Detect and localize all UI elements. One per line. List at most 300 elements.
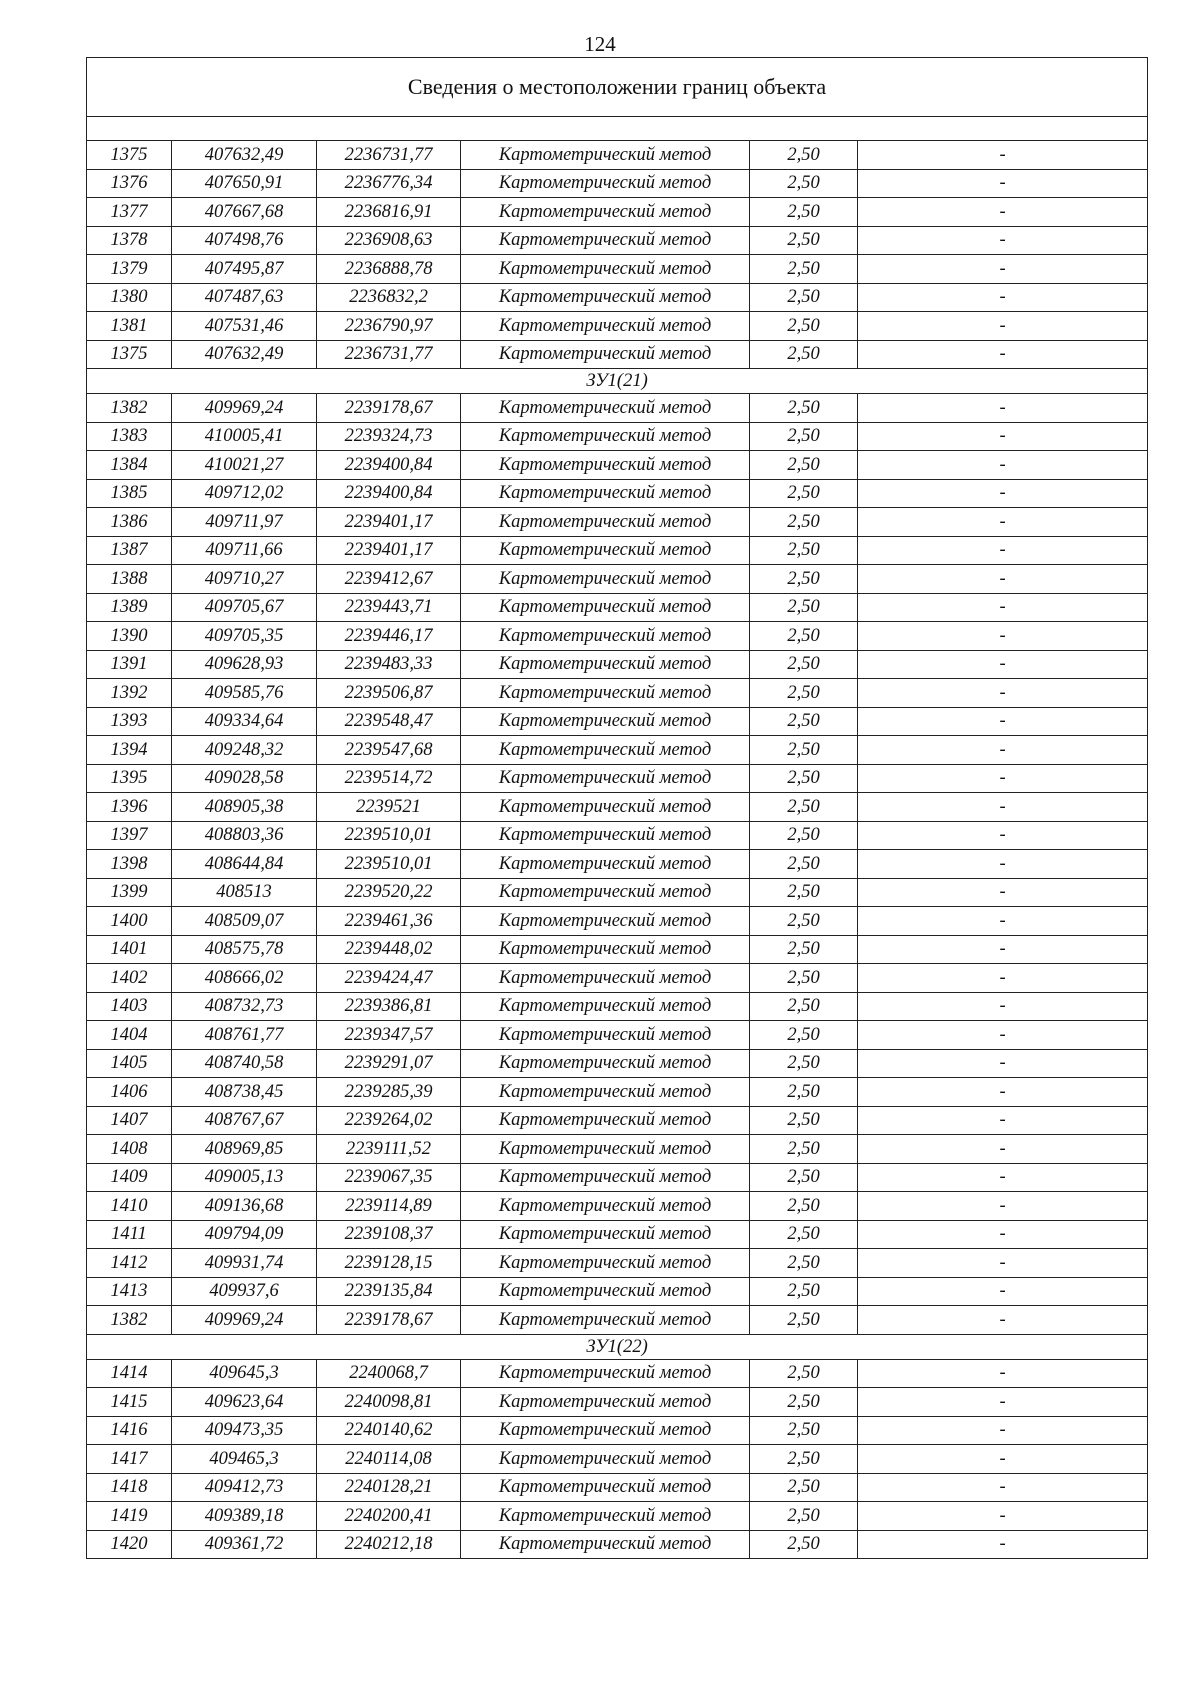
- method-cell: Картометрический метод: [461, 650, 750, 679]
- accuracy-cell: 2,50: [750, 1359, 858, 1388]
- table-title: Сведения о местоположении границ объекта: [87, 58, 1148, 117]
- description-cell: -: [858, 935, 1148, 964]
- method-cell: Картометрический метод: [461, 1416, 750, 1445]
- accuracy-cell: 2,50: [750, 593, 858, 622]
- table-row: [87, 1502, 1148, 1531]
- table-row: [87, 451, 1148, 480]
- y-coordinate-cell: 2236731,77: [317, 340, 461, 369]
- method-cell: Картометрический метод: [461, 1135, 750, 1164]
- method-cell: Картометрический метод: [461, 1192, 750, 1221]
- description-cell: -: [858, 707, 1148, 736]
- table-row: [87, 593, 1148, 622]
- point-number-cell: 1411: [87, 1220, 172, 1249]
- table-row: [87, 1445, 1148, 1474]
- point-number-cell: 1388: [87, 565, 172, 594]
- method-cell: Картометрический метод: [461, 878, 750, 907]
- x-coordinate-cell: 409937,6: [172, 1277, 317, 1306]
- table-row: [87, 479, 1148, 508]
- y-coordinate-cell: 2239386,81: [317, 992, 461, 1021]
- x-coordinate-cell: 409711,66: [172, 536, 317, 565]
- method-cell: Картометрический метод: [461, 565, 750, 594]
- method-cell: Картометрический метод: [461, 283, 750, 312]
- description-cell: -: [858, 1078, 1148, 1107]
- x-coordinate-cell: 409645,3: [172, 1359, 317, 1388]
- accuracy-cell: 2,50: [750, 1192, 858, 1221]
- y-coordinate-cell: 2236888,78: [317, 255, 461, 284]
- table-row: [87, 1106, 1148, 1135]
- table-row: [87, 1021, 1148, 1050]
- method-cell: Картометрический метод: [461, 992, 750, 1021]
- description-cell: -: [858, 451, 1148, 480]
- y-coordinate-cell: 2239510,01: [317, 850, 461, 879]
- accuracy-cell: 2,50: [750, 1502, 858, 1531]
- description-cell: -: [858, 479, 1148, 508]
- table-row: [87, 650, 1148, 679]
- y-coordinate-cell: 2239400,84: [317, 479, 461, 508]
- method-cell: Картометрический метод: [461, 422, 750, 451]
- point-number-cell: 1393: [87, 707, 172, 736]
- method-cell: Картометрический метод: [461, 1445, 750, 1474]
- table-row: [87, 1078, 1148, 1107]
- section-heading-row: [87, 1334, 1148, 1359]
- boundary-coordinates-table: [86, 57, 1148, 1559]
- accuracy-cell: 2,50: [750, 1530, 858, 1559]
- method-cell: Картометрический метод: [461, 1106, 750, 1135]
- x-coordinate-cell: 408738,45: [172, 1078, 317, 1107]
- y-coordinate-cell: 2239401,17: [317, 508, 461, 537]
- x-coordinate-cell: 409711,97: [172, 508, 317, 537]
- x-coordinate-cell: 409334,64: [172, 707, 317, 736]
- description-cell: -: [858, 1416, 1148, 1445]
- table-row: [87, 536, 1148, 565]
- description-cell: -: [858, 1049, 1148, 1078]
- table-body: [87, 58, 1148, 1559]
- x-coordinate-cell: 407650,91: [172, 169, 317, 198]
- point-number-cell: 1397: [87, 821, 172, 850]
- method-cell: Картометрический метод: [461, 226, 750, 255]
- x-coordinate-cell: 408767,67: [172, 1106, 317, 1135]
- accuracy-cell: 2,50: [750, 479, 858, 508]
- y-coordinate-cell: 2239108,37: [317, 1220, 461, 1249]
- y-coordinate-cell: 2239285,39: [317, 1078, 461, 1107]
- point-number-cell: 1415: [87, 1388, 172, 1417]
- x-coordinate-cell: 409705,35: [172, 622, 317, 651]
- method-cell: Картометрический метод: [461, 169, 750, 198]
- accuracy-cell: 2,50: [750, 878, 858, 907]
- description-cell: -: [858, 793, 1148, 822]
- accuracy-cell: 2,50: [750, 992, 858, 1021]
- method-cell: Картометрический метод: [461, 821, 750, 850]
- point-number-cell: 1399: [87, 878, 172, 907]
- x-coordinate-cell: 410005,41: [172, 422, 317, 451]
- point-number-cell: 1405: [87, 1049, 172, 1078]
- table-row: [87, 340, 1148, 369]
- table-row: [87, 1135, 1148, 1164]
- point-number-cell: 1398: [87, 850, 172, 879]
- y-coordinate-cell: 2239448,02: [317, 935, 461, 964]
- point-number-cell: 1410: [87, 1192, 172, 1221]
- table-row: [87, 198, 1148, 227]
- table-row: [87, 878, 1148, 907]
- y-coordinate-cell: 2239548,47: [317, 707, 461, 736]
- table-row: [87, 1049, 1148, 1078]
- x-coordinate-cell: 408803,36: [172, 821, 317, 850]
- description-cell: -: [858, 198, 1148, 227]
- table-row: [87, 1388, 1148, 1417]
- accuracy-cell: 2,50: [750, 1277, 858, 1306]
- description-cell: -: [858, 679, 1148, 708]
- description-cell: -: [858, 422, 1148, 451]
- point-number-cell: 1407: [87, 1106, 172, 1135]
- point-number-cell: 1394: [87, 736, 172, 765]
- method-cell: Картометрический метод: [461, 1277, 750, 1306]
- x-coordinate-cell: 407667,68: [172, 198, 317, 227]
- y-coordinate-cell: 2239547,68: [317, 736, 461, 765]
- table-row: [87, 255, 1148, 284]
- point-number-cell: 1377: [87, 198, 172, 227]
- point-number-cell: 1404: [87, 1021, 172, 1050]
- method-cell: Картометрический метод: [461, 340, 750, 369]
- accuracy-cell: 2,50: [750, 935, 858, 964]
- x-coordinate-cell: 409794,09: [172, 1220, 317, 1249]
- x-coordinate-cell: 409005,13: [172, 1163, 317, 1192]
- point-number-cell: 1420: [87, 1530, 172, 1559]
- point-number-cell: 1386: [87, 508, 172, 537]
- table-row: [87, 283, 1148, 312]
- x-coordinate-cell: 409710,27: [172, 565, 317, 594]
- y-coordinate-cell: 2239514,72: [317, 764, 461, 793]
- description-cell: -: [858, 169, 1148, 198]
- accuracy-cell: 2,50: [750, 1049, 858, 1078]
- accuracy-cell: 2,50: [750, 907, 858, 936]
- table-row: [87, 793, 1148, 822]
- method-cell: Картометрический метод: [461, 312, 750, 341]
- y-coordinate-cell: 2236816,91: [317, 198, 461, 227]
- method-cell: Картометрический метод: [461, 1021, 750, 1050]
- x-coordinate-cell: 409931,74: [172, 1249, 317, 1278]
- method-cell: Картометрический метод: [461, 907, 750, 936]
- point-number-cell: 1413: [87, 1277, 172, 1306]
- x-coordinate-cell: 409361,72: [172, 1530, 317, 1559]
- x-coordinate-cell: 407498,76: [172, 226, 317, 255]
- y-coordinate-cell: 2240128,21: [317, 1473, 461, 1502]
- method-cell: Картометрический метод: [461, 1049, 750, 1078]
- x-coordinate-cell: 408666,02: [172, 964, 317, 993]
- method-cell: Картометрический метод: [461, 935, 750, 964]
- point-number-cell: 1382: [87, 394, 172, 423]
- description-cell: -: [858, 650, 1148, 679]
- accuracy-cell: 2,50: [750, 1473, 858, 1502]
- description-cell: -: [858, 1135, 1148, 1164]
- accuracy-cell: 2,50: [750, 312, 858, 341]
- point-number-cell: 1375: [87, 340, 172, 369]
- y-coordinate-cell: 2239264,02: [317, 1106, 461, 1135]
- x-coordinate-cell: 408761,77: [172, 1021, 317, 1050]
- accuracy-cell: 2,50: [750, 255, 858, 284]
- method-cell: Картометрический метод: [461, 679, 750, 708]
- point-number-cell: 1406: [87, 1078, 172, 1107]
- accuracy-cell: 2,50: [750, 821, 858, 850]
- point-number-cell: 1376: [87, 169, 172, 198]
- y-coordinate-cell: 2239521: [317, 793, 461, 822]
- x-coordinate-cell: 407531,46: [172, 312, 317, 341]
- description-cell: -: [858, 312, 1148, 341]
- accuracy-cell: 2,50: [750, 508, 858, 537]
- y-coordinate-cell: 2236776,34: [317, 169, 461, 198]
- point-number-cell: 1375: [87, 141, 172, 170]
- y-coordinate-cell: 2239111,52: [317, 1135, 461, 1164]
- method-cell: Картометрический метод: [461, 1530, 750, 1559]
- description-cell: -: [858, 850, 1148, 879]
- section-heading: ЗУ1(22): [87, 1334, 1148, 1359]
- method-cell: Картометрический метод: [461, 536, 750, 565]
- table-row: [87, 565, 1148, 594]
- accuracy-cell: 2,50: [750, 1135, 858, 1164]
- y-coordinate-cell: 2239067,35: [317, 1163, 461, 1192]
- y-coordinate-cell: 2240068,7: [317, 1359, 461, 1388]
- x-coordinate-cell: 408509,07: [172, 907, 317, 936]
- point-number-cell: 1400: [87, 907, 172, 936]
- accuracy-cell: 2,50: [750, 536, 858, 565]
- point-number-cell: 1417: [87, 1445, 172, 1474]
- point-number-cell: 1389: [87, 593, 172, 622]
- accuracy-cell: 2,50: [750, 1416, 858, 1445]
- y-coordinate-cell: 2239135,84: [317, 1277, 461, 1306]
- method-cell: Картометрический метод: [461, 707, 750, 736]
- accuracy-cell: 2,50: [750, 650, 858, 679]
- method-cell: Картометрический метод: [461, 764, 750, 793]
- description-cell: -: [858, 340, 1148, 369]
- method-cell: Картометрический метод: [461, 850, 750, 879]
- y-coordinate-cell: 2239424,47: [317, 964, 461, 993]
- method-cell: Картометрический метод: [461, 593, 750, 622]
- accuracy-cell: 2,50: [750, 679, 858, 708]
- y-coordinate-cell: 2239412,67: [317, 565, 461, 594]
- description-cell: -: [858, 1021, 1148, 1050]
- table-row: [87, 1192, 1148, 1221]
- section-heading: ЗУ1(21): [87, 369, 1148, 394]
- x-coordinate-cell: 409465,3: [172, 1445, 317, 1474]
- description-cell: -: [858, 1388, 1148, 1417]
- method-cell: Картометрический метод: [461, 793, 750, 822]
- x-coordinate-cell: 409705,67: [172, 593, 317, 622]
- table-row: [87, 1359, 1148, 1388]
- x-coordinate-cell: 408969,85: [172, 1135, 317, 1164]
- x-coordinate-cell: 407632,49: [172, 141, 317, 170]
- method-cell: Картометрический метод: [461, 1473, 750, 1502]
- accuracy-cell: 2,50: [750, 1249, 858, 1278]
- method-cell: Картометрический метод: [461, 198, 750, 227]
- description-cell: -: [858, 394, 1148, 423]
- x-coordinate-cell: 407632,49: [172, 340, 317, 369]
- point-number-cell: 1382: [87, 1306, 172, 1335]
- method-cell: Картометрический метод: [461, 1220, 750, 1249]
- point-number-cell: 1418: [87, 1473, 172, 1502]
- accuracy-cell: 2,50: [750, 1220, 858, 1249]
- y-coordinate-cell: 2240212,18: [317, 1530, 461, 1559]
- x-coordinate-cell: 409136,68: [172, 1192, 317, 1221]
- method-cell: Картометрический метод: [461, 508, 750, 537]
- y-coordinate-cell: 2239347,57: [317, 1021, 461, 1050]
- point-number-cell: 1392: [87, 679, 172, 708]
- point-number-cell: 1390: [87, 622, 172, 651]
- table-row: [87, 1220, 1148, 1249]
- accuracy-cell: 2,50: [750, 764, 858, 793]
- y-coordinate-cell: 2236731,77: [317, 141, 461, 170]
- y-coordinate-cell: 2240140,62: [317, 1416, 461, 1445]
- description-cell: -: [858, 1359, 1148, 1388]
- table-row: [87, 312, 1148, 341]
- y-coordinate-cell: 2239443,71: [317, 593, 461, 622]
- table-row: [87, 992, 1148, 1021]
- method-cell: Картометрический метод: [461, 1388, 750, 1417]
- point-number-cell: 1396: [87, 793, 172, 822]
- description-cell: -: [858, 1530, 1148, 1559]
- x-coordinate-cell: 410021,27: [172, 451, 317, 480]
- accuracy-cell: 2,50: [750, 451, 858, 480]
- y-coordinate-cell: 2239483,33: [317, 650, 461, 679]
- point-number-cell: 1384: [87, 451, 172, 480]
- x-coordinate-cell: 408644,84: [172, 850, 317, 879]
- description-cell: -: [858, 907, 1148, 936]
- y-coordinate-cell: 2239324,73: [317, 422, 461, 451]
- description-cell: -: [858, 508, 1148, 537]
- accuracy-cell: 2,50: [750, 707, 858, 736]
- y-coordinate-cell: 2239291,07: [317, 1049, 461, 1078]
- table-spacer-cell: [87, 117, 1148, 141]
- point-number-cell: 1379: [87, 255, 172, 284]
- accuracy-cell: 2,50: [750, 422, 858, 451]
- x-coordinate-cell: 409969,24: [172, 394, 317, 423]
- x-coordinate-cell: 407495,87: [172, 255, 317, 284]
- description-cell: -: [858, 283, 1148, 312]
- table-row: [87, 764, 1148, 793]
- point-number-cell: 1419: [87, 1502, 172, 1531]
- y-coordinate-cell: 2236908,63: [317, 226, 461, 255]
- description-cell: -: [858, 536, 1148, 565]
- accuracy-cell: 2,50: [750, 1163, 858, 1192]
- x-coordinate-cell: 407487,63: [172, 283, 317, 312]
- x-coordinate-cell: 408732,73: [172, 992, 317, 1021]
- method-cell: Картометрический метод: [461, 394, 750, 423]
- x-coordinate-cell: 409412,73: [172, 1473, 317, 1502]
- accuracy-cell: 2,50: [750, 565, 858, 594]
- description-cell: -: [858, 1192, 1148, 1221]
- y-coordinate-cell: 2240200,41: [317, 1502, 461, 1531]
- accuracy-cell: 2,50: [750, 198, 858, 227]
- description-cell: -: [858, 764, 1148, 793]
- table-row: [87, 907, 1148, 936]
- table-spacer-row: [87, 117, 1148, 141]
- method-cell: Картометрический метод: [461, 964, 750, 993]
- description-cell: -: [858, 226, 1148, 255]
- description-cell: -: [858, 1445, 1148, 1474]
- table-row: [87, 508, 1148, 537]
- y-coordinate-cell: 2236790,97: [317, 312, 461, 341]
- accuracy-cell: 2,50: [750, 169, 858, 198]
- y-coordinate-cell: 2240098,81: [317, 1388, 461, 1417]
- table-row: [87, 226, 1148, 255]
- y-coordinate-cell: 2239461,36: [317, 907, 461, 936]
- x-coordinate-cell: 409623,64: [172, 1388, 317, 1417]
- section-heading-row: [87, 369, 1148, 394]
- method-cell: Картометрический метод: [461, 1502, 750, 1531]
- table-row: [87, 622, 1148, 651]
- description-cell: -: [858, 255, 1148, 284]
- table-row: [87, 141, 1148, 170]
- table-row: [87, 422, 1148, 451]
- accuracy-cell: 2,50: [750, 1445, 858, 1474]
- table-row: [87, 821, 1148, 850]
- x-coordinate-cell: 409389,18: [172, 1502, 317, 1531]
- y-coordinate-cell: 2239128,15: [317, 1249, 461, 1278]
- point-number-cell: 1383: [87, 422, 172, 451]
- x-coordinate-cell: 409712,02: [172, 479, 317, 508]
- table-row: [87, 1249, 1148, 1278]
- description-cell: -: [858, 1106, 1148, 1135]
- y-coordinate-cell: 2240114,08: [317, 1445, 461, 1474]
- x-coordinate-cell: 409473,35: [172, 1416, 317, 1445]
- x-coordinate-cell: 408513: [172, 878, 317, 907]
- y-coordinate-cell: 2239510,01: [317, 821, 461, 850]
- method-cell: Картометрический метод: [461, 622, 750, 651]
- accuracy-cell: 2,50: [750, 394, 858, 423]
- y-coordinate-cell: 2236832,2: [317, 283, 461, 312]
- method-cell: Картометрический метод: [461, 736, 750, 765]
- table-row: [87, 736, 1148, 765]
- x-coordinate-cell: 408575,78: [172, 935, 317, 964]
- description-cell: -: [858, 1306, 1148, 1335]
- x-coordinate-cell: 409628,93: [172, 650, 317, 679]
- method-cell: Картометрический метод: [461, 451, 750, 480]
- table-row: [87, 679, 1148, 708]
- table-row: [87, 1306, 1148, 1335]
- accuracy-cell: 2,50: [750, 736, 858, 765]
- x-coordinate-cell: 408905,38: [172, 793, 317, 822]
- x-coordinate-cell: 409028,58: [172, 764, 317, 793]
- point-number-cell: 1412: [87, 1249, 172, 1278]
- table-row: [87, 850, 1148, 879]
- x-coordinate-cell: 409585,76: [172, 679, 317, 708]
- table-row: [87, 169, 1148, 198]
- y-coordinate-cell: 2239446,17: [317, 622, 461, 651]
- table-row: [87, 964, 1148, 993]
- table-row: [87, 1277, 1148, 1306]
- point-number-cell: 1380: [87, 283, 172, 312]
- point-number-cell: 1416: [87, 1416, 172, 1445]
- method-cell: Картометрический метод: [461, 255, 750, 284]
- description-cell: -: [858, 593, 1148, 622]
- description-cell: -: [858, 1163, 1148, 1192]
- y-coordinate-cell: 2239114,89: [317, 1192, 461, 1221]
- description-cell: -: [858, 1220, 1148, 1249]
- description-cell: -: [858, 141, 1148, 170]
- accuracy-cell: 2,50: [750, 283, 858, 312]
- point-number-cell: 1391: [87, 650, 172, 679]
- method-cell: Картометрический метод: [461, 479, 750, 508]
- table-row: [87, 1473, 1148, 1502]
- description-cell: -: [858, 1502, 1148, 1531]
- description-cell: -: [858, 964, 1148, 993]
- accuracy-cell: 2,50: [750, 1078, 858, 1107]
- point-number-cell: 1395: [87, 764, 172, 793]
- method-cell: Картометрический метод: [461, 141, 750, 170]
- y-coordinate-cell: 2239178,67: [317, 394, 461, 423]
- table-row: [87, 394, 1148, 423]
- y-coordinate-cell: 2239401,17: [317, 536, 461, 565]
- accuracy-cell: 2,50: [750, 340, 858, 369]
- point-number-cell: 1387: [87, 536, 172, 565]
